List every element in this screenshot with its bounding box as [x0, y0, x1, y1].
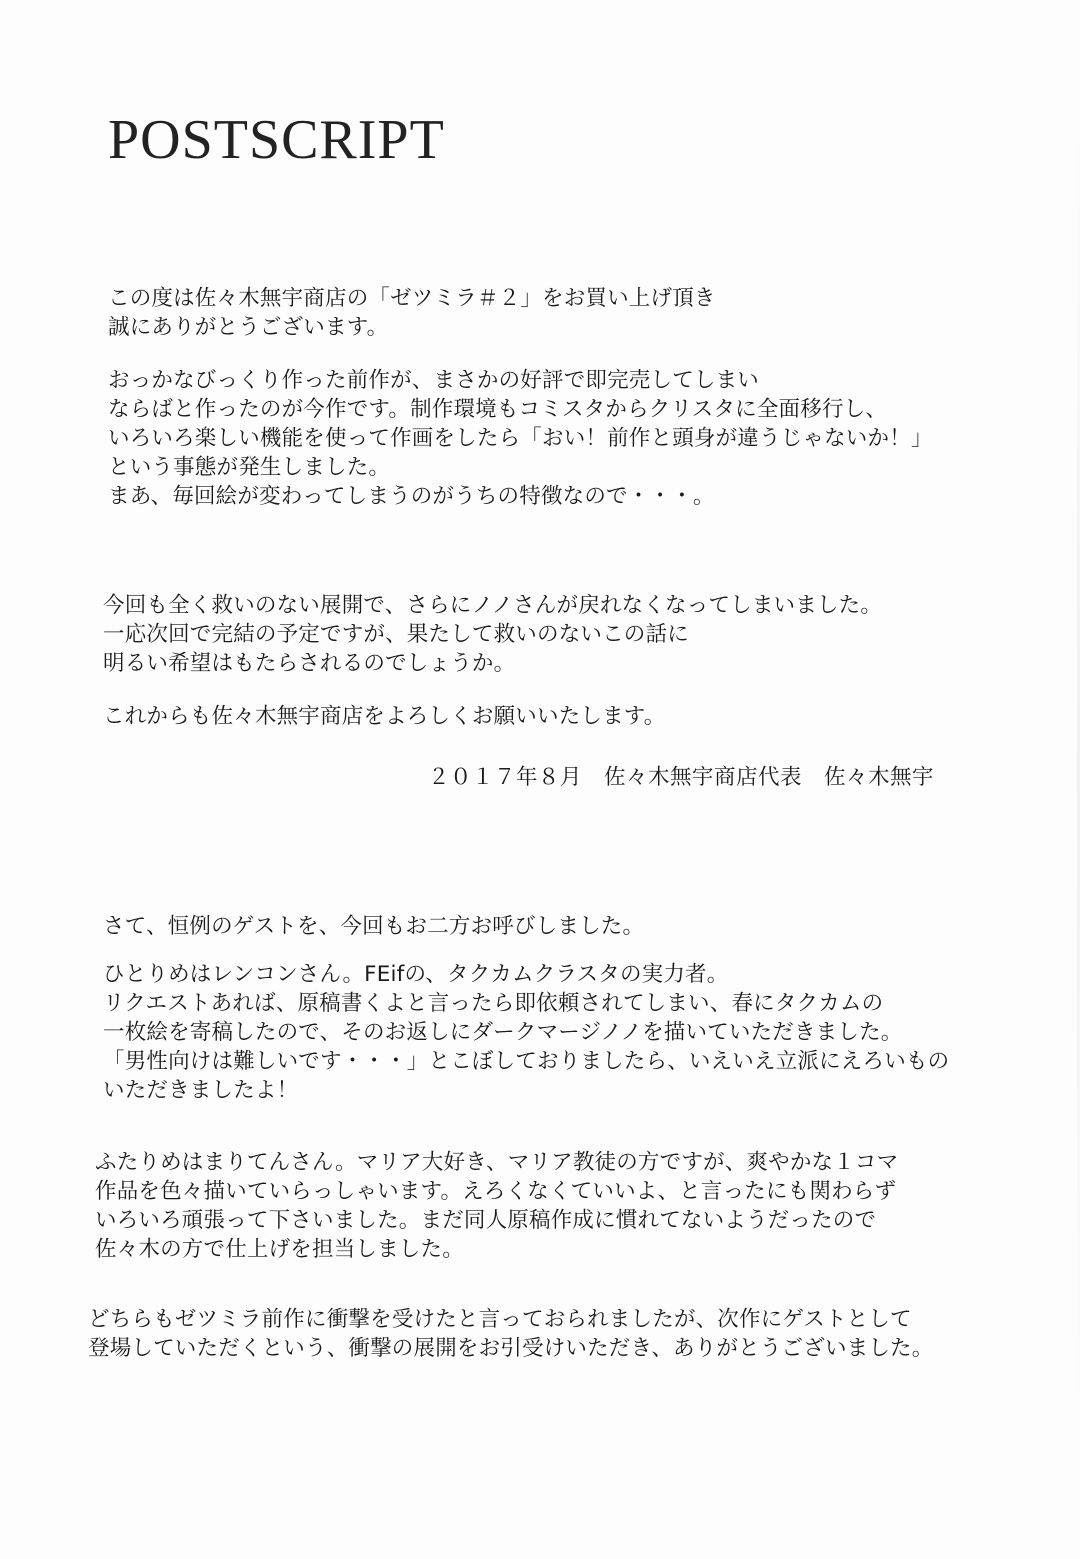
paragraph-line: これからも佐々木無宇商店をよろしくお願いいたします。	[103, 704, 666, 729]
paragraph-guest-two	[95, 1148, 898, 1264]
paragraph-line: さて、恒例のゲストを、今回もお二方お呼びしました。	[103, 914, 645, 939]
paragraph-line: 誠にありがとうございます。	[108, 315, 389, 340]
paragraph-line: 登場していただくという、衝撃の展開をお引受けいただき、ありがとうございました。	[88, 1336, 934, 1361]
paragraph-line: という事態が発生しました。	[108, 455, 391, 480]
paragraph-guest-one	[103, 960, 949, 1105]
page-title: POSTSCRIPT	[108, 109, 445, 171]
paragraph-line: いろいろ頑張って下さいました。まだ同人原稿作成に慣れてないようだったので	[95, 1208, 877, 1233]
paragraph-guests-intro	[103, 912, 644, 941]
paragraph-story	[103, 591, 882, 678]
paragraph-line: 「男性向けは難しいです・・・」とこぼしておりましたら、いえいえ立派にえろいもの	[103, 1049, 950, 1074]
paragraph-line: 作品を色々描いていらっしゃいます。えろくなくていいよ、と言ったにも関わらず	[95, 1179, 897, 1204]
paragraph-line: どちらもゼツミラ前作に衝撃を受けたと言っておられましたが、次作にゲストとして	[88, 1307, 912, 1332]
paragraph-line: 一応次回で完結の予定ですが、果たして救いのないこの話に	[103, 622, 689, 647]
paragraph-thanks-guests	[88, 1305, 933, 1363]
paragraph-line: いただきましたよ！	[103, 1078, 299, 1103]
paragraph-thanks	[108, 284, 716, 342]
paragraph-line: 佐々木の方で仕上げを担当しました。	[95, 1237, 464, 1262]
signature: ２０１７年８月 佐々木無宇商店代表 佐々木無宇	[428, 765, 935, 790]
paragraph-previous-work	[108, 366, 933, 511]
paragraph-line: おっかなびっくり作った前作が、まさかの好評で即完売してしまい	[108, 368, 760, 393]
paragraph-line: 今回も全く救いのない展開で、さらにノノさんが戻れなくなってしまいました。	[103, 593, 883, 618]
paragraph-line: この度は佐々木無宇商店の「ゼツミラ＃２」をお買い上げ頂き	[108, 286, 716, 311]
paragraph-line: 一枚絵を寄稿したので、そのお返しにダークマージノノを描いていただきました。	[103, 1020, 903, 1045]
paragraph-line: ひとりめはレンコンさん。FEifの、タクカムクラスタの実力者。	[103, 962, 729, 987]
paragraph-line: 明るい希望はもたらされるのでしょうか。	[103, 651, 516, 676]
paragraph-closing	[103, 702, 665, 731]
paragraph-line: いろいろ楽しい機能を使って作画をしたら「おい！前作と頭身が違うじゃないか！」	[108, 426, 933, 451]
paragraph-line: まあ、毎回絵が変わってしまうのがうちの特徴なので・・・。	[108, 484, 715, 509]
paragraph-line: ふたりめはまりてんさん。マリア大好き、マリア教徒の方ですが、爽やかな１コマ	[95, 1150, 899, 1175]
paragraph-line: リクエストあれば、原稿書くよと言ったら即依頼されてしまい、春にタクカムの	[103, 991, 884, 1016]
paragraph-line: ならばと作ったのが今作です。制作環境もコミスタからクリスタに全面移行し、	[108, 397, 888, 422]
